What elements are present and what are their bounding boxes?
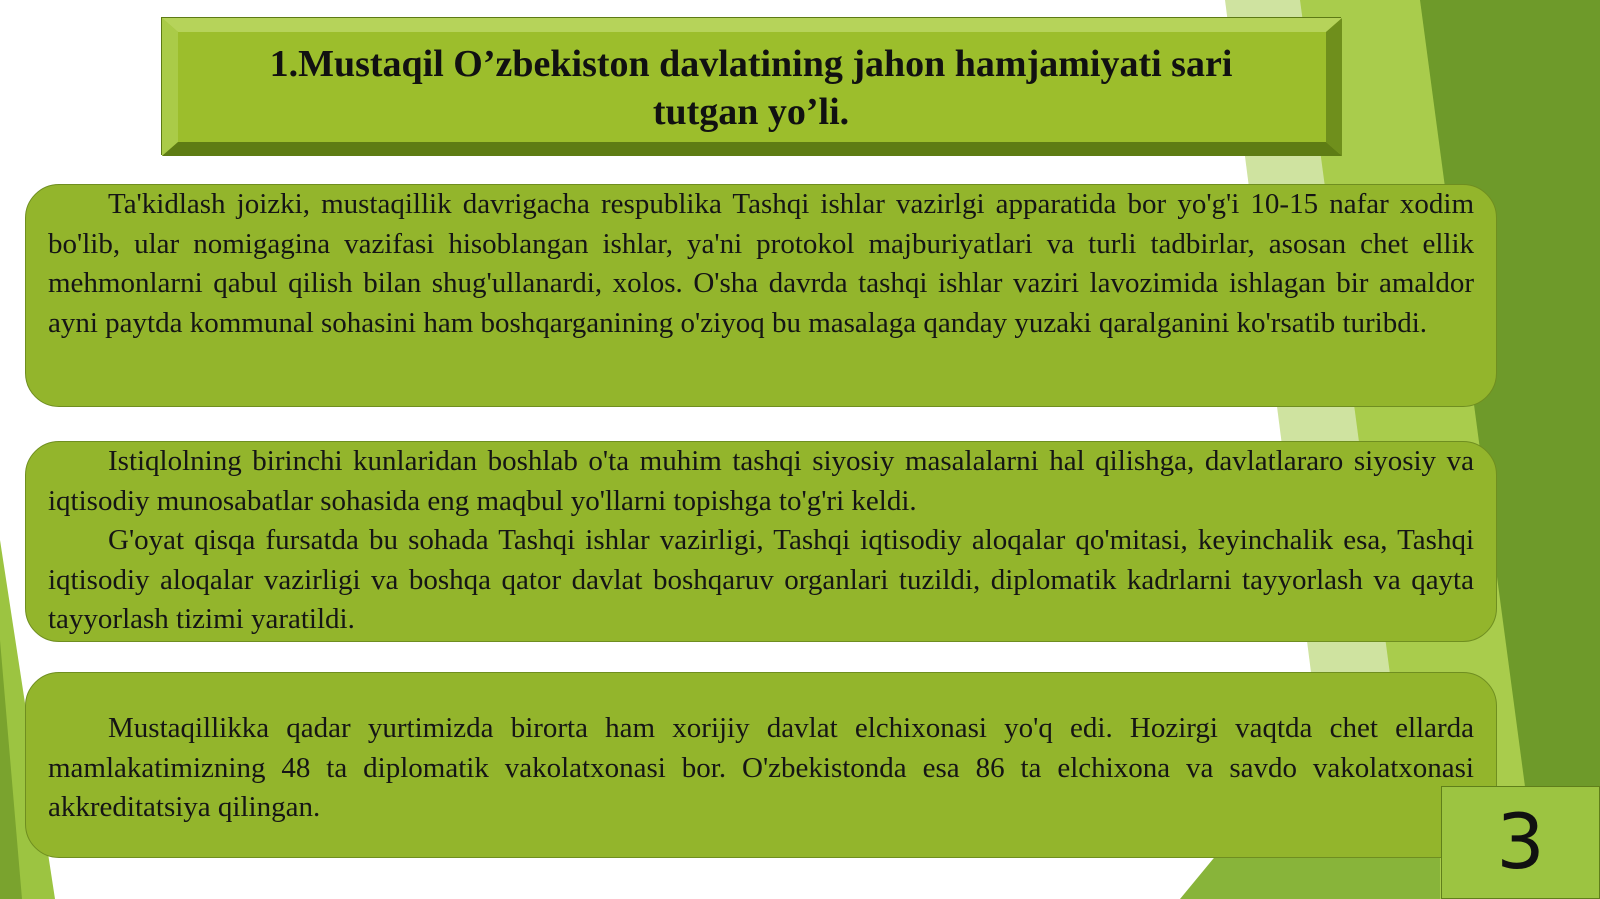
page-number: 3 — [1496, 797, 1545, 886]
panel-2-paragraph-2: G'oyat qisqa fursatda bu sohada Tashqi ishlar vazirligi, Tashqi iqtisodiy aloqalar qo'mitasi, keyinchalik esa, Tashqi iqtisodiy aloqalar vazirligi va boshqa qator davlat boshqaruv organlari tuzildi, diplomatik kadrlarni tayyorlash va qayta tayyorlash tizimi yaratildi. — [48, 524, 1474, 635]
slide-title-line-1: 1.Mustaqil O’zbekiston davlatining jahon hamjamiyati sari — [269, 43, 1233, 85]
text-panel-1 — [25, 184, 1497, 407]
panel-1-paragraph-1: Ta'kidlash joizki, mustaqillik davrigacha respublika Tashqi ishlar vazirlgi apparatida bor yo'g'i 10-15 nafar xodim bo'lib, ular nomigagina vazifasi hisoblangan ishlar, ya'ni protokol majburiyatlari va turli tadbirlar, asosan chet ellik mehmonlarni qabul qilish bilan shug'ullanardi, xolos. O'sha davrda tashqi ishlar vaziri lavozimida ishlagan bir amaldor ayni paytda kommunal sohasini ham boshqarganining o'ziyoq bu masalaga qanday yuzaki qaralganini ko'rsatib turibdi. — [48, 188, 1474, 339]
slide-title — [222, 40, 1280, 136]
title-box — [161, 17, 1341, 155]
page-number-box — [1441, 786, 1600, 899]
text-panel-3 — [25, 672, 1497, 858]
panel-3-paragraph-1: Mustaqillikka qadar yurtimizda birorta ham xorijiy davlat elchixonasi yo'q edi. Hozirgi vaqtda chet ellarda mamlakatimizning 48 ta diplomatik vakolatxonasi bor. O'zbekistonda esa 86 ta elchixona va savdo vakolatxonasi akkreditatsiya qilingan. — [48, 712, 1474, 823]
text-panel-2 — [25, 441, 1497, 642]
slide-title-line-2: tutgan yo’li. — [652, 91, 850, 133]
panel-2-paragraph-1: Istiqlolning birinchi kunlaridan boshlab o'ta muhim tashqi siyosiy masalalarni hal qilishga, davlatlararo siyosiy va iqtisodiy munosabatlar sohasida eng maqbul yo'llarni topishga to'g'ri keldi. — [48, 445, 1474, 517]
